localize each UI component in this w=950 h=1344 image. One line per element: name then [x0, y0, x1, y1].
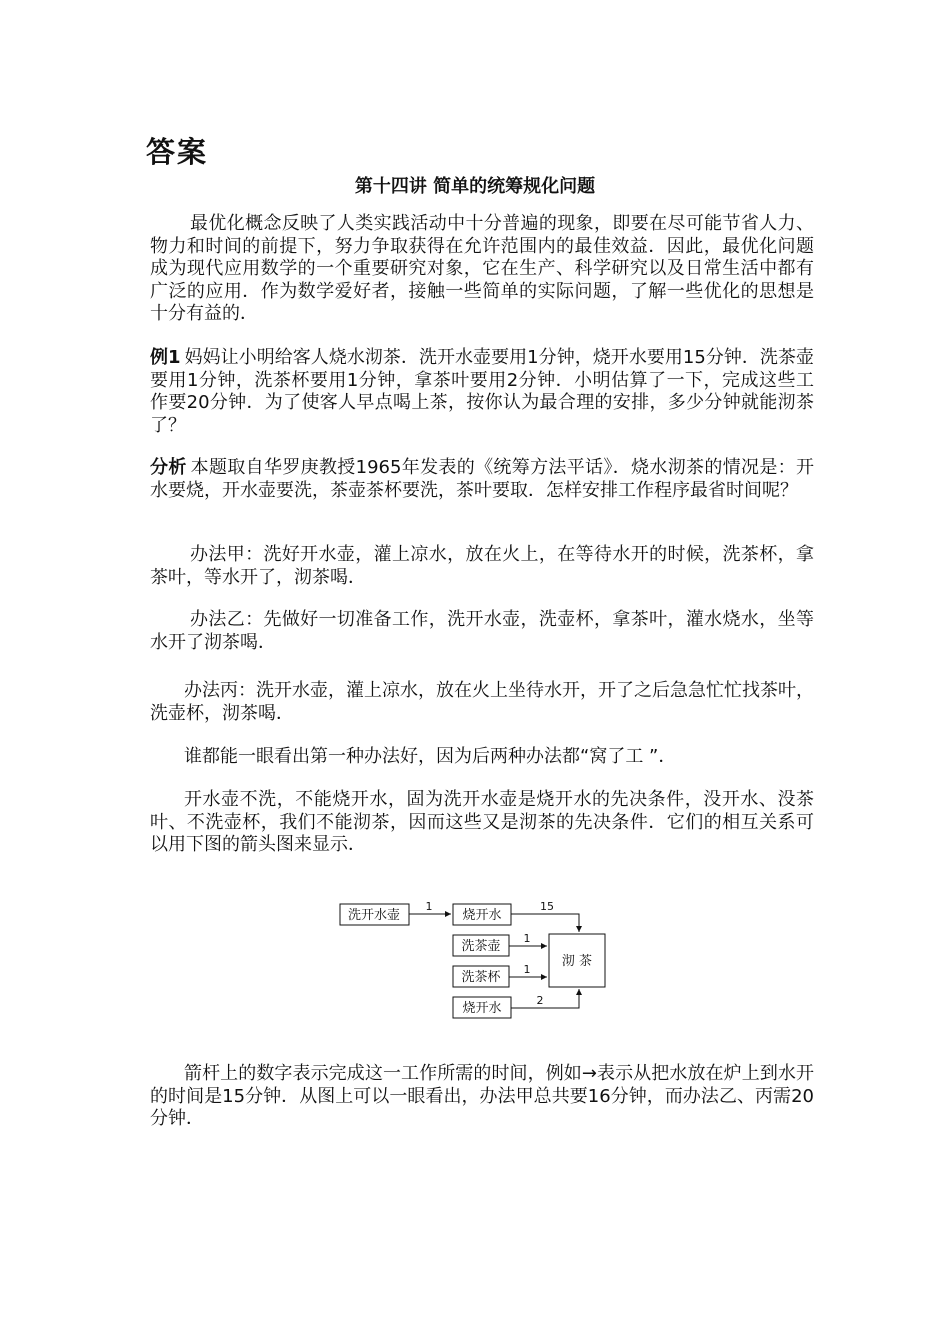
- label-wash-kettle: 洗开水壶: [347, 908, 401, 923]
- weight-cup-to-tea: 1: [523, 963, 531, 976]
- label-boil-water-bottom: 烧开水: [462, 1001, 502, 1016]
- label-wash-cup: 洗茶杯: [461, 970, 501, 985]
- weight-teapot-to-tea: 1: [523, 932, 531, 945]
- intro-paragraph: 最优化概念反映了人类实践活动中十分普遍的现象，即要在尽可能节省人力、物力和时间的前提下，努力争取获得在允许范围内的最佳效益．因此，最优化问题成为现代应用数学的一个重要研究对象，它在生产、科学研究以及日常生活中都有广泛的应用．作为数学爱好者，接触一些简单的实际问题，了解一些优化的思想是十分有益的．: [150, 213, 814, 324]
- example-1-text: 妈妈让小明给客人烧水沏茶．洗开水壶要用1分钟，烧开水要用15分钟．洗茶壶要用1分钟，洗茶杯要用1分钟，拿茶叶要用2分钟．小明估算了一下，完成这些工作要20分钟．为了使客人早点喝上茶，按你认为最合理的安排，多少分钟就能沏茶了？: [150, 347, 814, 436]
- label-make-tea: 沏 茶: [561, 954, 593, 969]
- example-1-paragraph: [150, 347, 814, 437]
- lecture-title: 第十四讲 简单的统筹规化问题: [354, 176, 596, 197]
- explanation-paragraph: 箭杆上的数字表示完成这一工作所需的时间，例如→表示从把水放在炉上到水开的时间是15分钟．从图上可以一眼看出，办法甲总共要16分钟，而办法乙、丙需20分钟．: [150, 1063, 814, 1129]
- arrow-bottom-to-tea: [511, 989, 579, 1008]
- conclusion-paragraph: 谁都能一眼看出第一种办法好，因为后两种办法都“窝了工 ”．: [184, 746, 677, 767]
- method-a-paragraph: 办法甲：洗好开水壶，灌上凉水，放在火上，在等待水开的时候，洗茶杯，拿茶叶，等水开了，沏茶喝．: [150, 544, 814, 588]
- analysis-paragraph: [150, 457, 814, 502]
- method-b-paragraph: 办法乙：先做好一切准备工作，洗开水壶，洗壶杯，拿茶叶，灌水烧水，坐等水开了沏茶喝．: [150, 609, 814, 653]
- label-boil-water-top: 烧开水: [462, 908, 502, 923]
- weight-kettle-to-boil: 1: [425, 900, 433, 913]
- answer-heading: 答案: [146, 135, 209, 169]
- label-wash-teapot: 洗茶壶: [461, 939, 501, 954]
- weight-bottom-to-tea: 2: [536, 994, 544, 1007]
- analysis-text: 本题取自华罗庚教授1965年发表的《统筹方法平话》．烧水沏茶的情况是：开水要烧，开水壶要洗，茶壶茶杯要洗，茶叶要取．怎样安排工作程序最省时间呢？: [150, 457, 815, 501]
- arrow-boil-to-tea: [511, 914, 579, 932]
- analysis-label: 分析: [150, 457, 187, 478]
- prerequisite-paragraph: 开水壶不洗，不能烧开水，固为洗开水壶是烧开水的先决条件，没开水、没茶叶、不洗壶杯，我们不能沏茶，因而这些又是沏茶的先决条件．它们的相互关系可以用下图的箭头图来显示．: [150, 789, 814, 855]
- weight-boil-to-tea: 15: [540, 900, 554, 913]
- method-c-paragraph: 办法丙：洗开水壶，灌上凉水，放在火上坐待水开，开了之后急急忙忙找茶叶，洗壶杯，沏茶喝．: [150, 680, 814, 724]
- arrow-diagram-svg: [338, 893, 610, 1026]
- example-1-label: 例1: [150, 347, 181, 368]
- arrow-diagram: [338, 893, 610, 1026]
